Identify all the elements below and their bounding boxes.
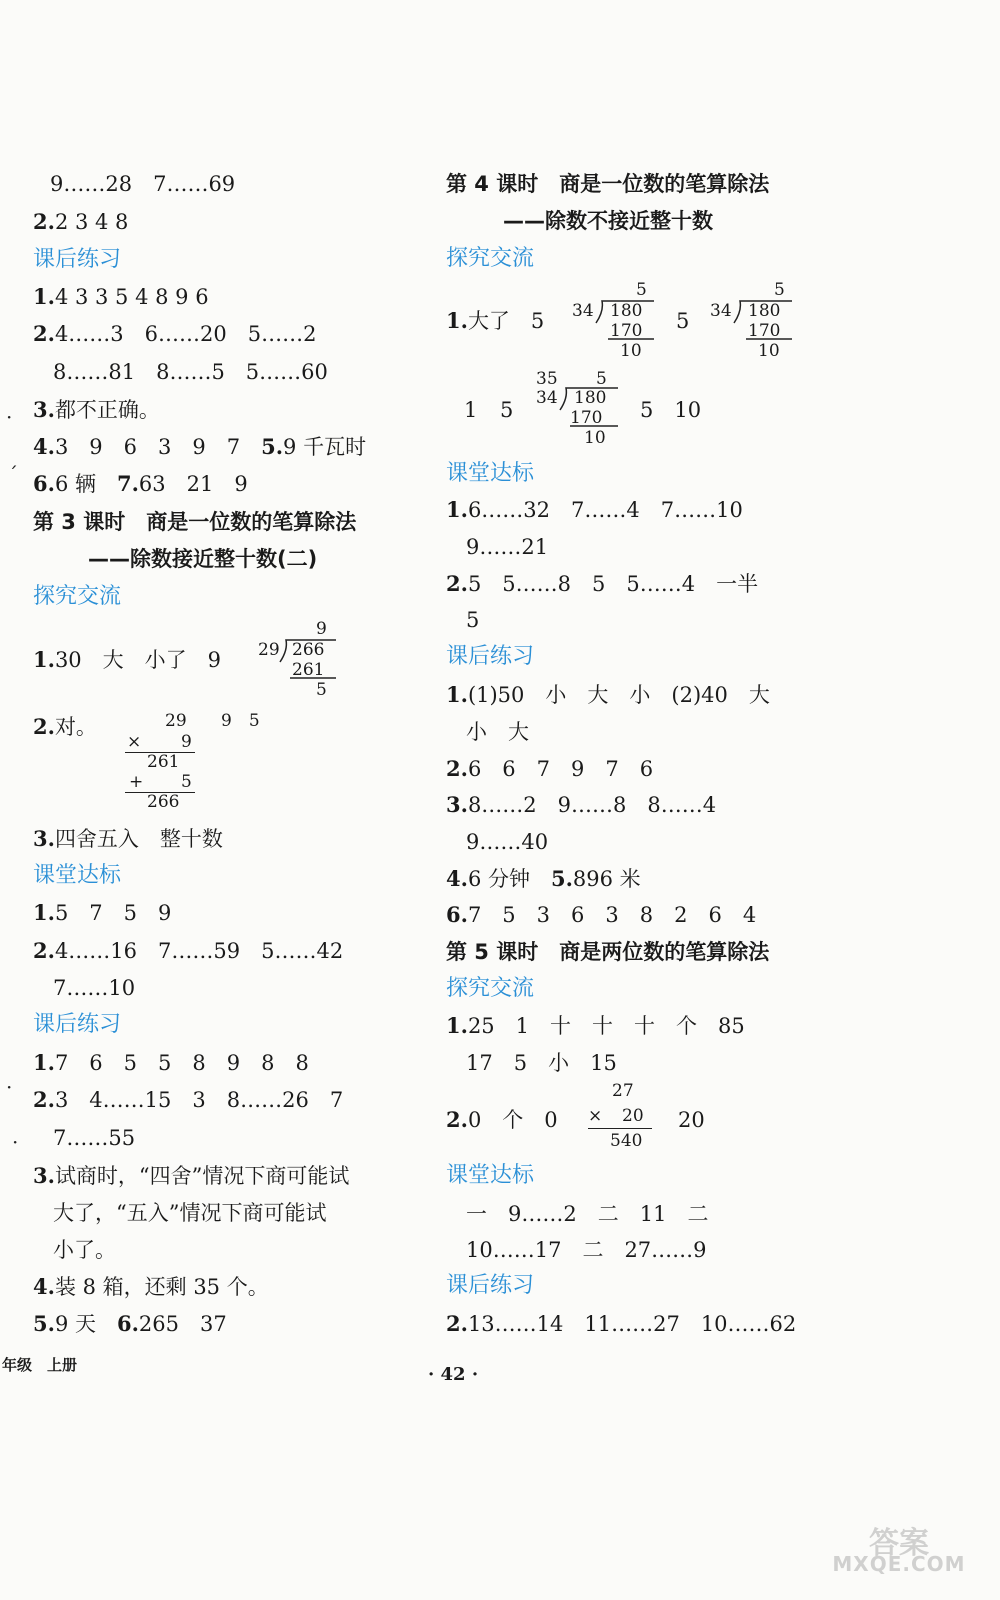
section-heading-tanjiu: 探究交流	[446, 976, 535, 1001]
answer-line: 1.30 大 小了 9	[33, 647, 222, 672]
vertical-multiplication	[588, 1082, 668, 1152]
multiplier: 9	[181, 732, 192, 752]
answer-line: 1.(1)50 小 大 小 (2)40 大	[446, 682, 770, 707]
answer-line: 1.6……32 7……4 7……10	[446, 497, 743, 522]
multiplicand: 29	[165, 711, 187, 731]
dividend: 266	[292, 640, 325, 660]
scan-mark: ·	[12, 1130, 19, 1154]
section-heading-kehou: 课后练习	[33, 1012, 122, 1037]
answer-line: 3.8……2 9……8 8……4	[446, 792, 717, 817]
section-heading-kehou: 课后练习	[446, 1273, 535, 1298]
answer-line: 3.四舍五入 整十数	[33, 826, 223, 851]
product: 261	[292, 660, 325, 680]
answer-line: 5.9 天 6.265 37	[33, 1311, 227, 1336]
lesson-title: 第 5 课时 商是两位数的笔算除法	[446, 940, 770, 964]
rule-line	[125, 752, 195, 753]
answer-line: 2.2 3 4 8	[33, 209, 129, 234]
answer-value: 1	[464, 398, 478, 422]
answer-line: 小 大	[466, 720, 529, 744]
long-division	[710, 281, 800, 361]
answer-line: 7……10	[53, 976, 136, 1000]
section-heading-tanjiu: 探究交流	[33, 584, 122, 609]
product: 540	[610, 1131, 643, 1151]
long-division	[258, 620, 338, 700]
answer-value: 5	[676, 309, 690, 333]
product: 170	[610, 321, 643, 341]
answer-line: 5	[466, 608, 480, 632]
answer-line: 6.7 5 3 6 3 8 2 6 4	[446, 902, 757, 927]
remainder: 10	[758, 341, 780, 361]
section-heading-kehou: 课后练习	[446, 644, 535, 669]
answer-line: 3.都不正确。	[33, 397, 160, 422]
partial-result: 261	[147, 752, 180, 772]
trial-quotient: 35	[536, 369, 558, 389]
answer-value: 5 10	[640, 398, 702, 422]
answer-line: 9……28 7……69	[50, 172, 236, 196]
lesson-subtitle: ——除数不接近整十数	[503, 209, 713, 233]
page-number: · 42 ·	[428, 1364, 479, 1385]
answer-line: 4.3 9 6 3 9 7 5.9 千瓦时	[33, 434, 367, 459]
divisor: 34	[536, 388, 558, 408]
answer-line: 2.4……3 6……20 5……2	[33, 321, 317, 346]
answer-line: 1.25 1 十 十 十 个 85	[446, 1013, 745, 1038]
answer-line: 4.6 分钟 5.896 米	[446, 866, 641, 891]
product: 170	[570, 408, 603, 428]
quotient: 5	[774, 280, 785, 300]
answer-line: 6.6 辆 7.63 21 9	[33, 471, 248, 496]
section-heading-ketang: 课堂达标	[33, 863, 122, 888]
long-division	[572, 281, 662, 361]
section-heading-ketang: 课堂达标	[446, 461, 535, 486]
section-heading-ketang: 课堂达标	[446, 1163, 535, 1188]
remainder: 10	[620, 341, 642, 361]
addend: 5	[181, 772, 192, 792]
dividend: 180	[574, 388, 607, 408]
scan-mark: ·	[6, 405, 13, 429]
divisor: 29	[258, 640, 280, 660]
division-bracket	[278, 638, 338, 700]
answer-line: 7……55	[53, 1126, 136, 1150]
section-heading-tanjiu: 探究交流	[446, 246, 535, 271]
plus-sign: +	[129, 772, 144, 792]
quotient: 9	[316, 619, 327, 639]
answer-line: 2.13……14 11……27 10……62	[446, 1311, 797, 1336]
answer-line: 1.7 6 5 5 8 9 8 8	[33, 1050, 309, 1075]
answer-line: 10……17 二 27……9	[466, 1238, 707, 1262]
lesson-subtitle: ——除数接近整十数(二)	[88, 547, 318, 571]
quotient: 5	[596, 369, 607, 389]
divisor: 34	[710, 301, 732, 321]
answer-line: 3.试商时，“四舍”情况下商可能试	[33, 1163, 350, 1188]
answer-line: 2.4……16 7……59 5……42	[33, 938, 344, 963]
dividend: 180	[610, 301, 643, 321]
answer-line: 2.0 个 0	[446, 1107, 558, 1132]
answer-value: 20	[678, 1108, 705, 1132]
long-division	[536, 370, 626, 450]
times-sign: ×	[127, 732, 142, 752]
division-bracket	[732, 299, 794, 361]
answer-line: 17 5 小 15	[466, 1051, 617, 1075]
quotient: 5	[636, 280, 647, 300]
answer-value: 5	[500, 398, 514, 422]
watermark-logo: 答案 MXQE.COM	[832, 1526, 966, 1576]
vertical-multiplication	[125, 712, 285, 812]
section-heading-kehou: 课后练习	[33, 247, 122, 272]
lesson-title: 第 4 课时 商是一位数的笔算除法	[446, 172, 770, 196]
remainder: 5	[316, 680, 327, 700]
answer-line: 1.4 3 3 5 4 8 9 6	[33, 284, 209, 309]
lesson-title: 第 3 课时 商是一位数的笔算除法	[33, 510, 357, 534]
dividend: 180	[748, 301, 781, 321]
scan-mark: ·	[6, 1075, 13, 1099]
answer-line: 小了。	[53, 1238, 116, 1262]
final-result: 266	[147, 792, 180, 812]
scan-mark: ˊ	[8, 462, 18, 486]
answer-line: 2.3 4……15 3 8……26 7	[33, 1087, 344, 1112]
rule-line	[125, 792, 195, 793]
answer-line: 9……40	[466, 830, 549, 854]
product: 170	[748, 321, 781, 341]
footer-grade: 年级 上册	[2, 1356, 78, 1374]
answer-line: 2.对。	[33, 714, 97, 739]
answer-line: 1.5 7 5 9	[33, 900, 172, 925]
answer-line: 一 9……2 二 11 二	[466, 1202, 709, 1226]
division-bracket	[558, 386, 620, 448]
remainder: 10	[584, 428, 606, 448]
side-values: 9 5	[221, 711, 260, 731]
division-bracket	[594, 299, 656, 361]
answer-line: 大了，“五入”情况下商可能试	[53, 1201, 327, 1225]
answer-line: 8……81 8……5 5……60	[53, 360, 328, 384]
times-sign: ×	[588, 1106, 603, 1126]
multiplicand: 27	[612, 1081, 634, 1101]
multiplier: 20	[622, 1106, 644, 1126]
answer-line: 9……21	[466, 535, 549, 559]
divisor: 34	[572, 301, 594, 321]
answer-line: 2.5 5……8 5 5……4 一半	[446, 571, 759, 596]
answer-line: 2.6 6 7 9 7 6	[446, 756, 654, 781]
answer-line: 4.装 8 箱，还剩 35 个。	[33, 1274, 269, 1299]
answer-line: 1.大了 5	[446, 308, 545, 333]
rule-line	[588, 1128, 652, 1129]
